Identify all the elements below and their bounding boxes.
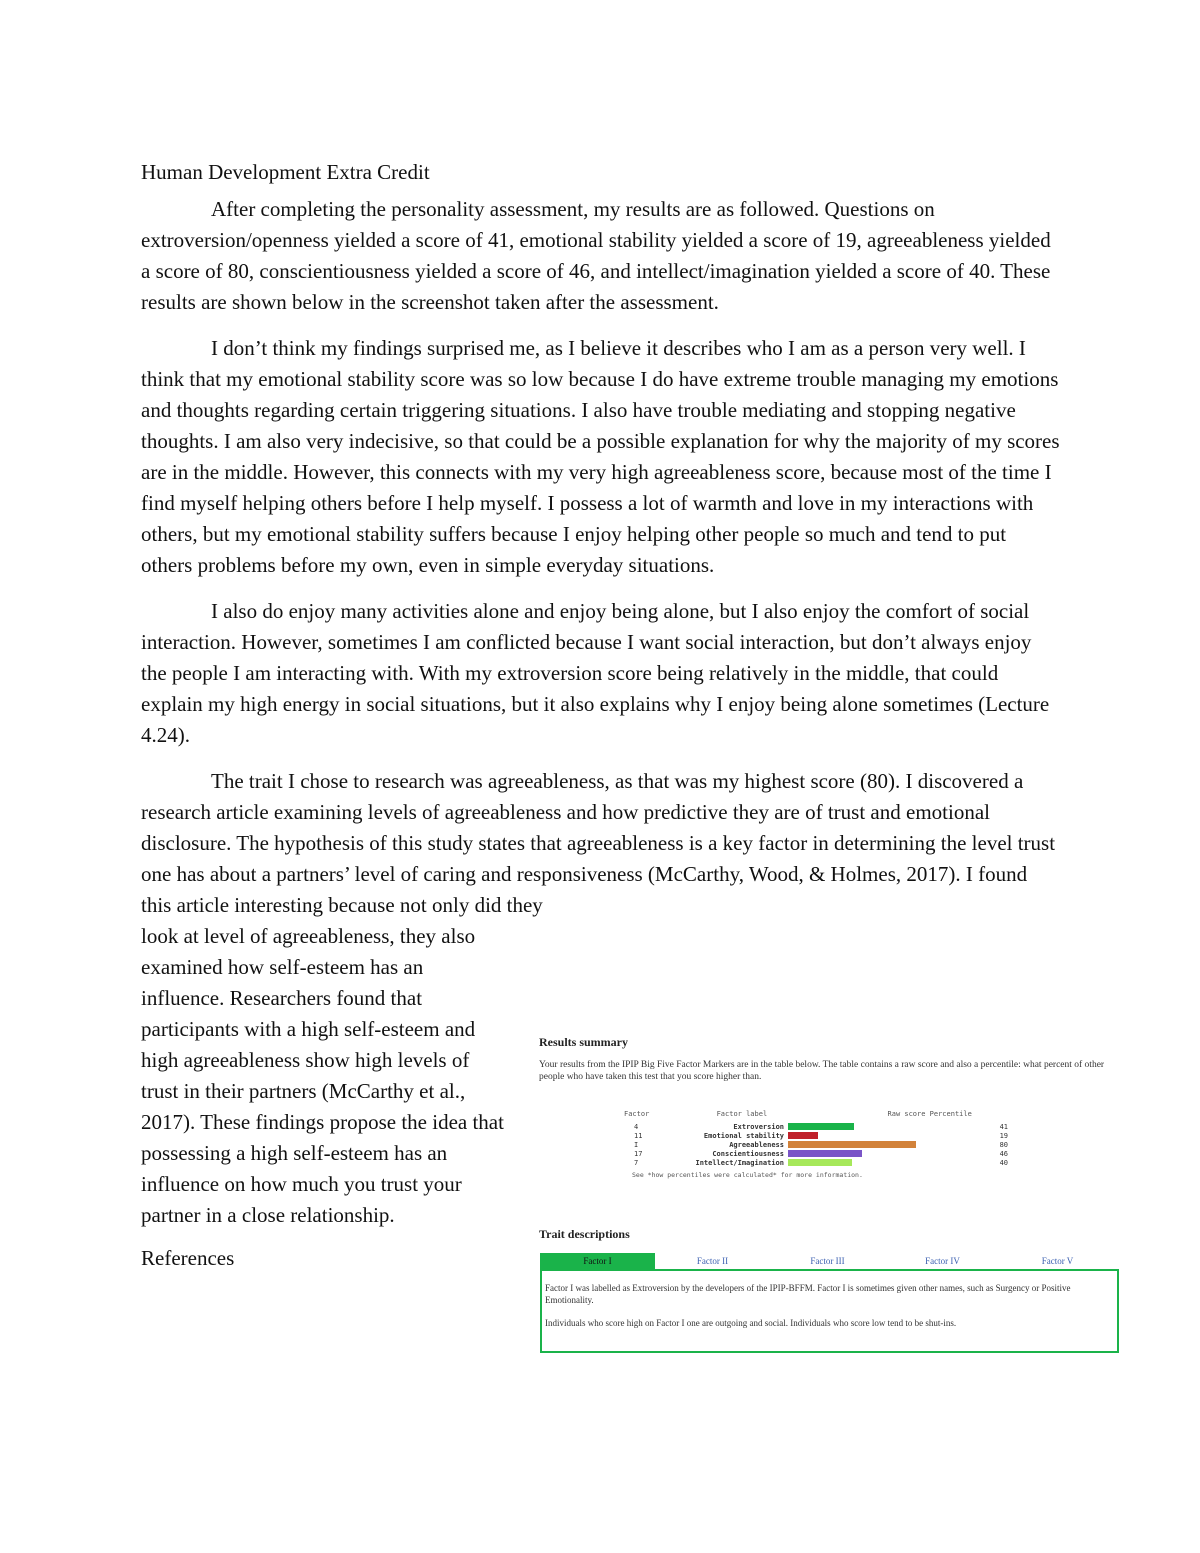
tab-factor-4[interactable]: Factor IV [925, 1256, 960, 1266]
paragraph-research: The trait I chose to research was agreeableness, as that was my highest score (80). I discovered a research article examining levels of agreeableness and how predictive they are of trust and emotional disclosure. The hypothesis of this study states that agreeableness is a key factor in determining the level trust one has about a partners’ level of caring and responsiveness (McCarthy, Wood, & Holmes, 2017). I found this article interesting because not only did they [141, 769, 1056, 917]
raw-score: 19 [999, 1131, 1008, 1140]
factor-tabs [540, 1253, 1115, 1269]
trait-descriptions-heading: Trait descriptions [539, 1227, 630, 1241]
results-screenshot [539, 1035, 1117, 1355]
score-bar [788, 1159, 852, 1166]
score-bar-track [788, 1159, 948, 1166]
trait-name: Emotional stability [703, 1131, 784, 1140]
tab-factor-5[interactable]: Factor V [1041, 1256, 1074, 1266]
paragraph-research-continued: look at level of agreeableness, they also examined how self-esteem has an influence. Researchers found that participants with a high self-esteem and high agreeableness show high levels of trust in their partners (McCarthy et al., 2017). These findings propose the idea that possessing a high self-esteem has an influence on how much you trust your partner in a close relationship. [141, 924, 504, 1227]
score-bar-track [788, 1141, 948, 1148]
paragraph-results: After completing the personality assessment, my results are as followed. Questions on extroversion/openness yielded a score of 41, emotional stability yielded a score of 19, agreeableness yielded a score of 80, conscientiousness yielded a score of 46, and intellect/imagination yielded a score of 40. These results are shown below in the screenshot taken after the assessment. [141, 197, 1051, 314]
paragraph-social: I also do enjoy many activities alone and enjoy being alone, but I also enjoy the comfort of social interaction. However, sometimes I am conflicted because I want social interaction, but don’t always enjoy the people I am interacting with. With my extroversion score being relatively in the middle, that could explain my high energy in social situations, but it also explains why I enjoy being alone sometimes (Lecture 4.24). [141, 599, 1050, 747]
trait-name: Extroversion [733, 1122, 784, 1131]
score-bar-track [788, 1132, 948, 1139]
score-bar [788, 1123, 854, 1130]
header-scores: Raw score Percentile [887, 1110, 972, 1118]
percentile-value: I [634, 1140, 639, 1149]
raw-score: 40 [999, 1158, 1008, 1167]
score-bar-track [788, 1123, 948, 1130]
results-table-header [624, 1110, 1019, 1122]
results-row [624, 1122, 1019, 1131]
score-bar [788, 1132, 818, 1139]
percentile-value: 11 [634, 1131, 643, 1140]
references-heading: References [141, 1246, 235, 1270]
results-row [624, 1131, 1019, 1140]
trait-name: Conscientiousness [712, 1149, 784, 1158]
raw-score: 41 [999, 1122, 1008, 1131]
factor-description-panel [540, 1269, 1119, 1353]
score-bar [788, 1150, 862, 1157]
factor-description-1: Factor I was labelled as Extroversion by the developers of the IPIP-BFFM. Factor I is sometimes given other names, such as Surgency or Positive Emotionality. [545, 1283, 1071, 1305]
raw-score: 80 [999, 1140, 1008, 1149]
percentile-value: 4 [634, 1122, 639, 1131]
results-intro: Your results from the IPIP Big Five Factor Markers are in the table below. The table contains a raw score and also a percentile: what percent of other people who have taken this test that you score higher than. [539, 1060, 1105, 1082]
trait-name: Agreeableness [729, 1140, 784, 1149]
header-factor: Factor [624, 1110, 650, 1118]
score-bar-track [788, 1150, 948, 1157]
results-summary-heading: Results summary [539, 1035, 628, 1049]
results-rows [624, 1122, 1019, 1167]
document-title: Human Development Extra Credit [141, 160, 430, 184]
percentile-value: 17 [634, 1149, 643, 1158]
tab-factor-3[interactable]: Factor III [810, 1256, 845, 1266]
percentile-value: 7 [634, 1158, 639, 1167]
tab-factor-1[interactable]: Factor I [540, 1253, 655, 1269]
trait-name: Intellect/Imagination [695, 1158, 784, 1167]
header-factor-label: Factor label [716, 1110, 768, 1118]
raw-score: 46 [999, 1149, 1008, 1158]
results-row [624, 1149, 1019, 1158]
factor-description-2: Individuals who score high on Factor I one are outgoing and social. Individuals who score low tend to be shut-ins. [545, 1318, 957, 1328]
results-table [624, 1110, 1019, 1179]
results-row [624, 1158, 1019, 1167]
tab-factor-2[interactable]: Factor II [696, 1256, 729, 1266]
results-footnote: See *how percentiles were calculated* for more information. [632, 1171, 863, 1179]
paragraph-findings: I don’t think my findings surprised me, as I believe it describes who I am as a person very well. I think that my emotional stability score was so low because I do have extreme trouble managing my emotions and thoughts regarding certain triggering situations. I also have trouble mediating and stopping negative thoughts. I am also very indecisive, so that could be a possible explanation for why the majority of my scores are in the middle. However, this connects with my very high agreeableness score, because most of the time I find myself helping others before I help myself. I possess a lot of warmth and love in my interactions with others, but my emotional stability suffers because I enjoy helping other people so much and tend to put others problems before my own, even in simple everyday situations. [141, 336, 1060, 577]
results-row [624, 1140, 1019, 1149]
score-bar [788, 1141, 916, 1148]
